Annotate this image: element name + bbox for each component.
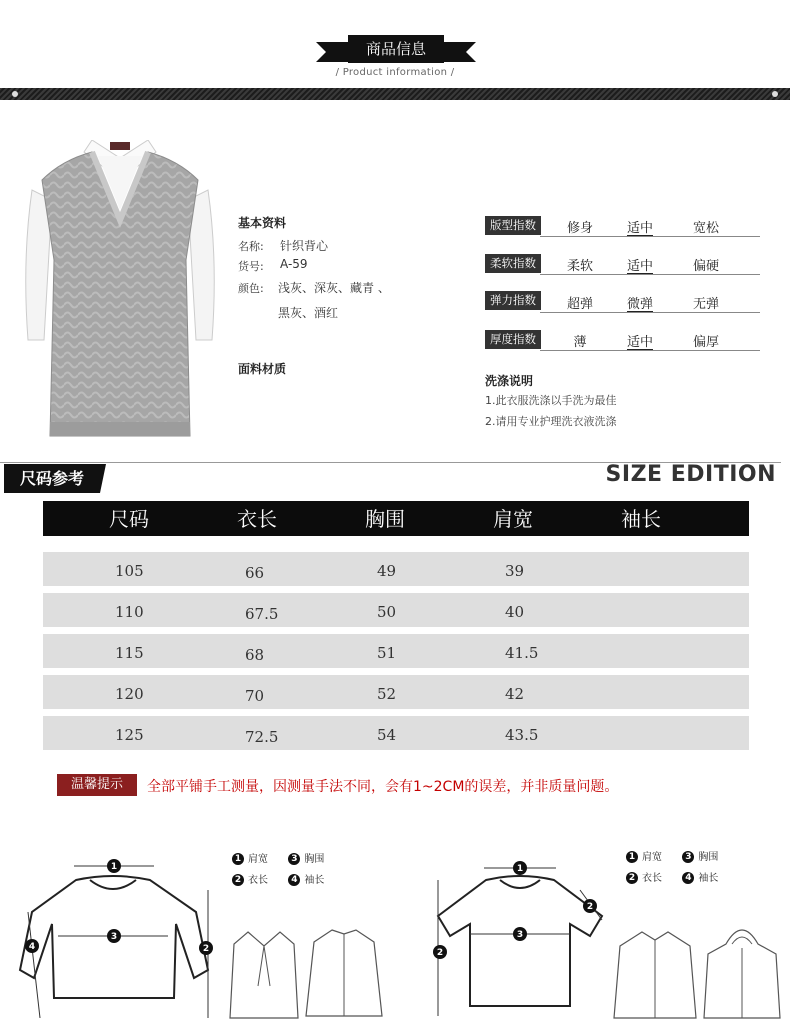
index-option: 宽松 — [692, 221, 719, 236]
index-divider — [540, 274, 760, 275]
measure-legend-right — [626, 848, 736, 884]
svg-text:1: 1 — [516, 864, 524, 874]
legend-number: 3 — [288, 853, 300, 865]
table-row — [43, 716, 749, 750]
legend-number: 4 — [288, 874, 300, 886]
header-divider-band — [0, 88, 790, 100]
svg-text:4: 4 — [28, 942, 36, 952]
legend-number: 3 — [682, 851, 694, 863]
color-value-line1: 浅灰、深灰、藏青 、 — [278, 281, 390, 295]
svg-text:2: 2 — [436, 948, 444, 958]
table-cell: 43.5 — [505, 726, 539, 744]
jacket-outline-icon — [304, 926, 384, 1022]
tip-tag: 温馨提示 — [57, 774, 137, 796]
table-row — [43, 675, 749, 709]
table-cell: 49 — [377, 562, 397, 580]
header-right-ribbon-icon — [444, 42, 476, 62]
table-cell: 70 — [245, 687, 265, 705]
svg-text:1: 1 — [110, 862, 118, 872]
band-rivet-left-icon — [12, 91, 18, 97]
legend-label: 袖长 — [698, 873, 719, 884]
tip-text: 全部平铺手工测量，因测量手法不同，会有1~2CM的误差，并非质量问题。 — [147, 779, 619, 795]
table-cell: 41.5 — [505, 644, 539, 662]
header-subtitle: / Product information / — [335, 67, 455, 78]
size-tag-notch — [100, 464, 106, 493]
wash-item: 2.请用专业护理洗衣液洗涤 — [485, 415, 617, 428]
table-cell: 39 — [505, 562, 525, 580]
table-cell: 68 — [245, 646, 265, 664]
code-label: 货号: — [238, 260, 264, 273]
legend-label: 衣长 — [248, 875, 268, 886]
table-row — [43, 593, 749, 627]
table-cell: 125 — [115, 726, 144, 744]
index-option: 修身 — [566, 221, 593, 236]
header-cell: 衣长 — [237, 507, 277, 531]
index-option-selected: 适中 — [626, 335, 653, 350]
index-option-selected: 适中 — [626, 221, 653, 236]
index-option-selected: 微弹 — [626, 297, 653, 312]
header-left-ribbon-icon — [316, 42, 348, 62]
table-cell: 66 — [245, 564, 265, 582]
index-option: 无弹 — [692, 297, 719, 312]
legend-number: 4 — [682, 872, 694, 884]
index-label: 柔软指数 — [485, 254, 541, 273]
index-option: 柔软 — [566, 259, 593, 274]
legend-label: 胸围 — [698, 852, 719, 863]
sweater-measure-diagram — [18, 850, 218, 1022]
legend-label: 肩宽 — [248, 854, 268, 865]
table-cell: 110 — [115, 603, 144, 621]
index-label: 版型指数 — [485, 216, 541, 235]
header-cell: 肩宽 — [493, 507, 533, 531]
product-image-knit-vest — [22, 140, 218, 440]
table-cell: 42 — [505, 685, 525, 703]
measure-legend-left — [232, 850, 342, 886]
hoodie-outline-icon — [702, 920, 782, 1022]
legend-number: 1 — [232, 853, 244, 865]
size-table-header — [43, 501, 749, 536]
svg-text:2: 2 — [202, 944, 210, 954]
color-value-line2: 黑灰、酒红 — [278, 306, 339, 320]
index-divider — [540, 236, 760, 237]
index-divider — [540, 350, 760, 351]
table-row — [43, 552, 749, 586]
band-rivet-right-icon — [772, 91, 778, 97]
legend-number: 2 — [626, 872, 638, 884]
index-option-selected: 适中 — [626, 259, 653, 274]
table-cell: 40 — [505, 603, 525, 621]
legend-number: 2 — [232, 874, 244, 886]
name-value: 针织背心 — [280, 239, 329, 253]
table-cell: 115 — [115, 644, 144, 662]
blazer-outline-icon — [228, 926, 300, 1022]
legend-number: 1 — [626, 851, 638, 863]
table-row — [43, 634, 749, 668]
table-cell: 54 — [377, 726, 397, 744]
color-label: 颜色: — [238, 282, 264, 295]
legend-label: 袖长 — [304, 875, 325, 886]
tshirt-measure-diagram — [430, 856, 610, 1022]
index-option: 偏厚 — [692, 335, 719, 350]
table-cell: 72.5 — [245, 728, 279, 746]
legend-label: 肩宽 — [642, 852, 662, 863]
legend-label: 衣长 — [642, 873, 662, 884]
table-cell: 105 — [115, 562, 144, 580]
svg-text:3: 3 — [110, 932, 118, 942]
name-label: 名称: — [238, 240, 264, 253]
header-title: 商品信息 — [348, 35, 444, 63]
index-option: 偏硬 — [692, 259, 719, 274]
index-label: 厚度指数 — [485, 330, 541, 349]
table-cell: 51 — [377, 644, 397, 662]
table-cell: 67.5 — [245, 605, 279, 623]
header-cell: 胸围 — [365, 507, 405, 531]
index-option: 薄 — [573, 335, 587, 350]
index-option: 超弹 — [566, 297, 593, 312]
wash-title: 洗涤说明 — [485, 374, 534, 388]
code-value: A-59 — [280, 257, 308, 271]
table-cell: 120 — [115, 685, 144, 703]
table-cell: 50 — [377, 603, 397, 621]
fabric-title: 面料材质 — [238, 362, 287, 376]
header-cell: 尺码 — [109, 507, 149, 531]
header-cell: 袖长 — [621, 507, 661, 531]
shirt-outline-icon — [612, 926, 698, 1022]
table-cell: 52 — [377, 685, 397, 703]
basic-info-title: 基本资料 — [238, 216, 287, 230]
index-label: 弹力指数 — [485, 291, 541, 310]
legend-label: 胸围 — [304, 854, 325, 865]
svg-text:3: 3 — [516, 930, 524, 940]
index-divider — [540, 312, 760, 313]
size-section-tag: 尺码参考 — [4, 464, 100, 493]
svg-text:2: 2 — [586, 902, 594, 912]
wash-item: 1.此衣服洗涤以手洗为最佳 — [485, 394, 617, 407]
size-edition-title: SIZE EDITION — [605, 462, 776, 487]
